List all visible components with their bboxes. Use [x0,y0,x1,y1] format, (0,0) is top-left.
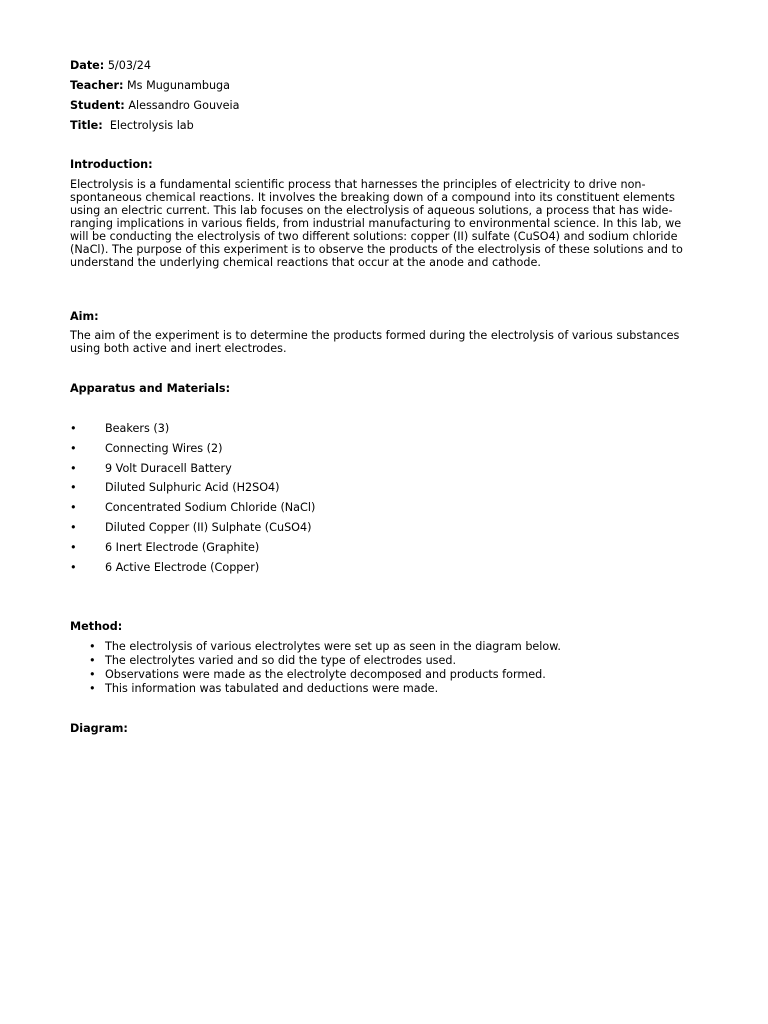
list-item-text: 9 Volt Duracell Battery [105,462,232,475]
bullet-icon: • [70,501,77,514]
aim-heading: Aim: [70,310,99,323]
list-item-text: The electrolysis of various electrolytes were set up as seen in the diagram below. [105,640,561,653]
list-item-text: Connecting Wires (2) [105,442,223,455]
teacher-value: Ms Mugunambuga [127,79,230,92]
student-row [70,99,240,112]
diagram-heading: Diagram: [70,722,128,735]
list-item-text: Observations were made as the electrolyte decomposed and products formed. [105,668,546,681]
date-row [70,59,151,72]
introduction-text: Electrolysis is a fundamental scientific process that harnesses the principles of electricity to drive non-spontaneous chemical reactions. It involves the breaking down of a compound into its constituent elements using an electric current. This lab focuses on the electrolysis of aqueous solutions, a process that has wide-ranging implications in various fields, from industrial manufacturing to environmental science. In this lab, we will be conducting the electrolysis of two different solutions: copper (II) sulfate (CuSO4) and sodium chloride (NaCl). The purpose of this experiment is to observe the products of the electrolysis of these solutions and to understand the underlying chemical reactions that occur at the anode and cathode. [70,178,683,269]
list-item-text: Concentrated Sodium Chloride (NaCl) [105,501,316,514]
bullet-icon: • [70,561,77,574]
bullet-icon: • [89,654,96,667]
aim-text: The aim of the experiment is to determine the products formed during the electrolysis of various substances using both active and inert electrodes. [70,329,680,355]
list-item-text: 6 Inert Electrode (Graphite) [105,541,260,554]
method-heading: Method: [70,620,123,633]
list-item-text: Beakers (3) [105,422,170,435]
bullet-icon: • [70,541,77,554]
bullet-icon: • [89,682,96,695]
student-label: Student: [70,99,125,112]
introduction-heading: Introduction: [70,158,153,171]
bullet-icon: • [89,640,96,653]
bullet-icon: • [70,442,77,455]
list-item-text: This information was tabulated and deductions were made. [105,682,439,695]
date-value: 5/03/24 [107,59,151,72]
title-value: Electrolysis lab [109,119,194,132]
bullet-icon: • [89,668,96,681]
bullet-icon: • [70,462,77,475]
list-item-text: Diluted Sulphuric Acid (H2SO4) [105,481,280,494]
student-value: Alessandro Gouveia [128,99,240,112]
list-item-text: 6 Active Electrode (Copper) [105,561,260,574]
bullet-icon: • [70,521,77,534]
list-item-text: The electrolytes varied and so did the type of electrodes used. [105,654,457,667]
title-label: Title: [70,119,103,132]
date-label: Date: [70,59,105,72]
bullet-icon: • [70,481,77,494]
bullet-icon: • [70,422,77,435]
materials-heading: Apparatus and Materials: [70,382,231,395]
title-row [70,119,194,132]
teacher-row [70,79,230,92]
list-item-text: Diluted Copper (II) Sulphate (CuSO4) [105,521,312,534]
teacher-label: Teacher: [70,79,124,92]
